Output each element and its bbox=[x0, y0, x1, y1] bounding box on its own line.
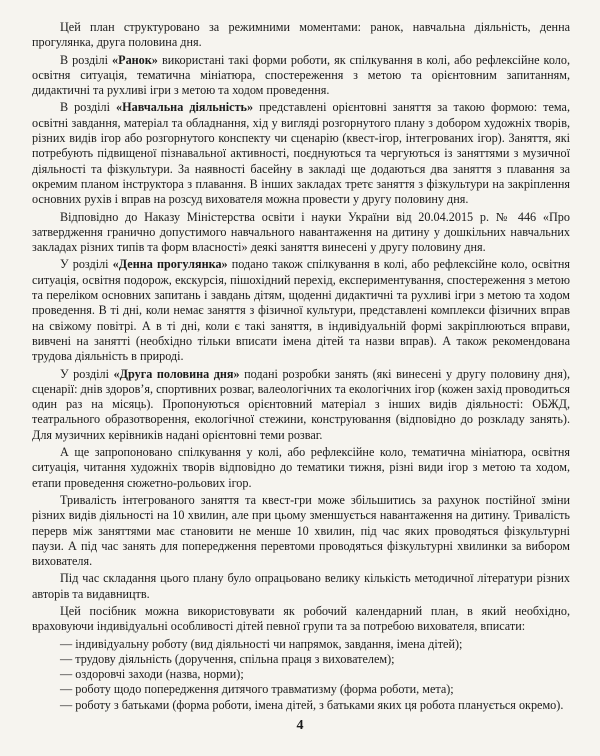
paragraph bbox=[32, 257, 570, 364]
paragraph bbox=[32, 20, 570, 51]
paragraph bbox=[32, 493, 570, 569]
paragraph bbox=[32, 445, 570, 491]
paragraph-text: Цей посібник можна використовувати як робочий календарний план, в який необхідно, враховуючи індивідуальні особливості дітей певної групи та за потребою вихователя, вписати: bbox=[32, 603, 570, 634]
paragraph bbox=[32, 53, 570, 99]
section-name: «Денна прогулянка» bbox=[112, 257, 228, 272]
paragraph bbox=[32, 571, 570, 602]
paragraph-text: представлені орієнтовні заняття за такою формою: тема, освітні завдання, матеріал та обладнання, хід у вигляді розгорнутого плану з добором художніх творів, різних видів ігор або розгорнутого конспекту чи сценарію (квест-ігор, інтегрованих ігор). Заняття, які потребують підвищеної пізнавальної активності, поєднуються та чергуються із заняттями з музичної діяльності та фізкультури. За наявності басейну в закладі ще додаються два заняття з плавання за окремим планом інструктора з плавання. В інших закладах третє заняття з фізкультури на закріплення основних рухів і вправ на розсуд вихователя можна провести у другу половину дня. bbox=[32, 100, 570, 207]
paragraph bbox=[32, 367, 570, 443]
paragraph-text: В розділі bbox=[60, 52, 113, 67]
paragraph-text: Під час складання цього плану було опрацьовано велику кількість методичної літератури різних авторів та видавництв. bbox=[32, 571, 570, 601]
list-item: — роботу щодо попередження дитячого травматизму (форма роботи, мета); bbox=[60, 682, 454, 697]
fill-in-list bbox=[32, 637, 570, 713]
paragraph-text: Цей план структуровано за режимними моментами: ранок, навчальна діяльність, денна прогулянка, друга половина дня. bbox=[32, 20, 570, 50]
paragraph-text: подані розробки занять (які винесені у другу половину дня), сценарії: днів здоров’я, спортивних розваг, валеологічних та екологічних ігор (кожен захід проводиться один раз на місяць). Пропонуються орієнтовний матеріал з інших видів діяльності: ОБЖД, театрального образотворення, екологічної стежини, конструювання (відповідно до розкладу занять). Для музичних керівників надані орієнтовні теми розваг. bbox=[32, 366, 570, 442]
list-item: — індивідуальну роботу (вид діяльності чи напрямок, завдання, імена дітей); bbox=[60, 636, 463, 651]
paragraph bbox=[32, 100, 570, 207]
paragraph-text: використані такі форми роботи, як спілкування в колі, або рефлексійне коло, освітня ситуація, тематична мініатюра, спостереження з метою та орієнтовним запитанням, дидактичні та рухливі ігри з метою та ходом проведення. bbox=[32, 52, 570, 98]
paragraph-text: В розділі bbox=[60, 100, 117, 115]
paragraph-text: подано також спілкування в колі, або рефлексійне коло, освітня ситуація, освітня подорож, екскурсія, пішохідний перехід, експериментування, спостереження з метою та переліком основних запитань і завдань дітям, щоденні дидактичні та рухливі ігри з метою та ходом проведення. В ті дні, коли немає заняття з фізичної культури, представлені комплекси фізичних вправ на свіжому повітрі. А в ті дні, коли є такі заняття, в індивідуальній формі закріплюються вправи, вивчені на занятті (необхідно тільки вписати імена дітей та назви вправ). А також рекомендована трудова діяльність в природі. bbox=[32, 257, 571, 364]
paragraph-text: Тривалість інтегрованого заняття та квест-гри може збільшитись за рахунок постійної зміни різних видів діяльності на 10 хвилин, але при цьому зменшується навантаження на дитину. Тривалість перерв між заняттями має становити не менше 10 хвилин, під час яких проводяться фізкультурні паузи. А під час занять для попередження перевтоми проводяться фізкультурні хвилинки за вибором вихователя. bbox=[32, 492, 570, 569]
list-item: — оздоровчі заходи (назва, норми); bbox=[60, 667, 244, 682]
paragraph bbox=[32, 210, 570, 256]
paragraph bbox=[32, 604, 570, 635]
section-name: «Друга половина дня» bbox=[113, 366, 240, 381]
paragraph-text: Відповідно до Наказу Міністерства освіти і науки України від 20.04.2015 р. № 446 «Про затвердження гранично допустимого навчального навантаження на дитину у дошкільних навчальних закладах різних типів та форм власності» деякі заняття винесені у другу половину дня. bbox=[32, 209, 570, 255]
paragraph-text: У розділі bbox=[60, 257, 113, 272]
body-text bbox=[32, 20, 570, 635]
list-item: — роботу з батьками (форма роботи, імена дітей, з батьками яких ця робота планується окремо). bbox=[60, 697, 564, 712]
list-item: — трудову діяльність (доручення, спільна праця з вихователем); bbox=[60, 651, 395, 666]
section-name: «Навчальна діяльність» bbox=[116, 100, 254, 115]
page-number: 4 bbox=[296, 718, 304, 733]
paragraph-text: А ще запропоновано спілкування у колі, або рефлексійне коло, тематична мініатюра, освітня ситуація, читання художніх творів відповідно до тематики тижня, різні види ігор з метою та ходом, етапи проведення сюжетно-рольових ігор. bbox=[32, 445, 570, 490]
section-name: «Ранок» bbox=[112, 52, 158, 67]
paragraph-text: У розділі bbox=[60, 366, 114, 381]
